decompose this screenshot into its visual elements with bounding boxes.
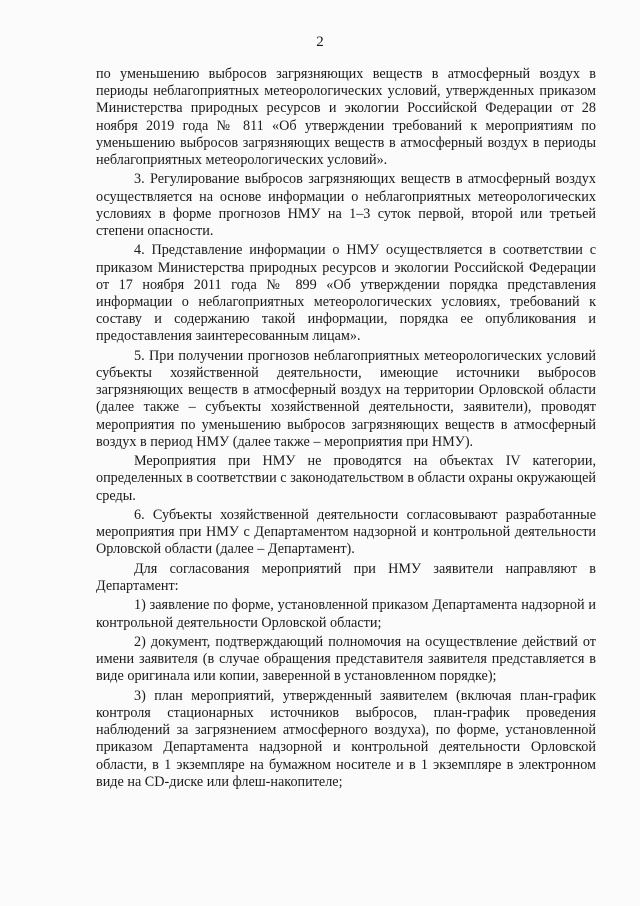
paragraph-6: 6. Субъекты хозяйственной деятельности согласовывают разработанные мероприятия при НМУ с Департаментом надзорной и контрольной деятельности Орловской области (далее – Департамент).	[96, 507, 596, 558]
list-item-2: 2) документ, подтверждающий полномочия на осуществление действий от имени заявителя (в случае обращения представителя заявителя представляется в виде оригинала или копии, заверенной в установленном порядке);	[96, 634, 596, 685]
paragraph-continuation: по уменьшению выбросов загрязняющих веществ в атмосферный воздух в периоды неблагоприятных метеорологических условий, утвержденных приказом Министерства природных ресурсов и экологии Российской Федерации от 28 ноября 2019 года № 811 «Об утверждении требований к мероприятиям по уменьшению выбросов загрязняющих веществ в атмосферный воздух в периоды неблагоприятных метеорологических условий».	[96, 66, 596, 169]
paragraph-5: 5. При получении прогнозов неблагоприятных метеорологических условий субъекты хозяйственной деятельности, имеющие источники выбросов загрязняющих веществ в атмосферный воздух на территории Орловской области (далее также – субъекты хозяйственной деятельности, заявители), проводят мероприятия по уменьшению выбросов загрязняющих веществ в атмосферный воздух в период НМУ (далее также – мероприятия при НМУ).	[96, 347, 596, 450]
list-item-3: 3) план мероприятий, утвержденный заявителем (включая план-график контроля стационарных источников выбросов, план-график проведения наблюдений за загрязнением атмосферного воздуха), по форме, установленной приказом Департамента надзорной и контрольной деятельности Орловской области, в 1 экземпляре на бумажном носителе и в 1 экземпляре в электронном виде на CD-диске или флеш-накопителе;	[96, 687, 596, 790]
paragraph-iv-category: Мероприятия при НМУ не проводятся на объектах IV категории, определенных в соответствии с законодательством в области охраны окружающей среды.	[96, 453, 596, 504]
paragraph-4: 4. Представление информации о НМУ осуществляется в соответствии с приказом Министерства природных ресурсов и экологии Российской Федерации от 17 ноября 2011 года № 899 «Об утверждении порядка представления информации о неблагоприятных метеорологических условиях, требований к составу и содержанию такой информации, порядка ее опубликования и предоставления заинтересованным лицам».	[96, 242, 596, 345]
page-number: 2	[316, 34, 324, 50]
list-item-1: 1) заявление по форме, установленной приказом Департамента надзорной и контрольной деятельности Орловской области;	[96, 597, 596, 631]
paragraph-submission-intro: Для согласования мероприятий при НМУ заявители направляют в Департамент:	[96, 560, 596, 595]
paragraph-3: 3. Регулирование выбросов загрязняющих веществ в атмосферный воздух осуществляется на основе информации о неблагоприятных метеорологических условиях в форме прогнозов НМУ на 1–3 суток первой, второй или третьей степени опасности.	[96, 171, 596, 240]
document-body	[96, 66, 596, 793]
